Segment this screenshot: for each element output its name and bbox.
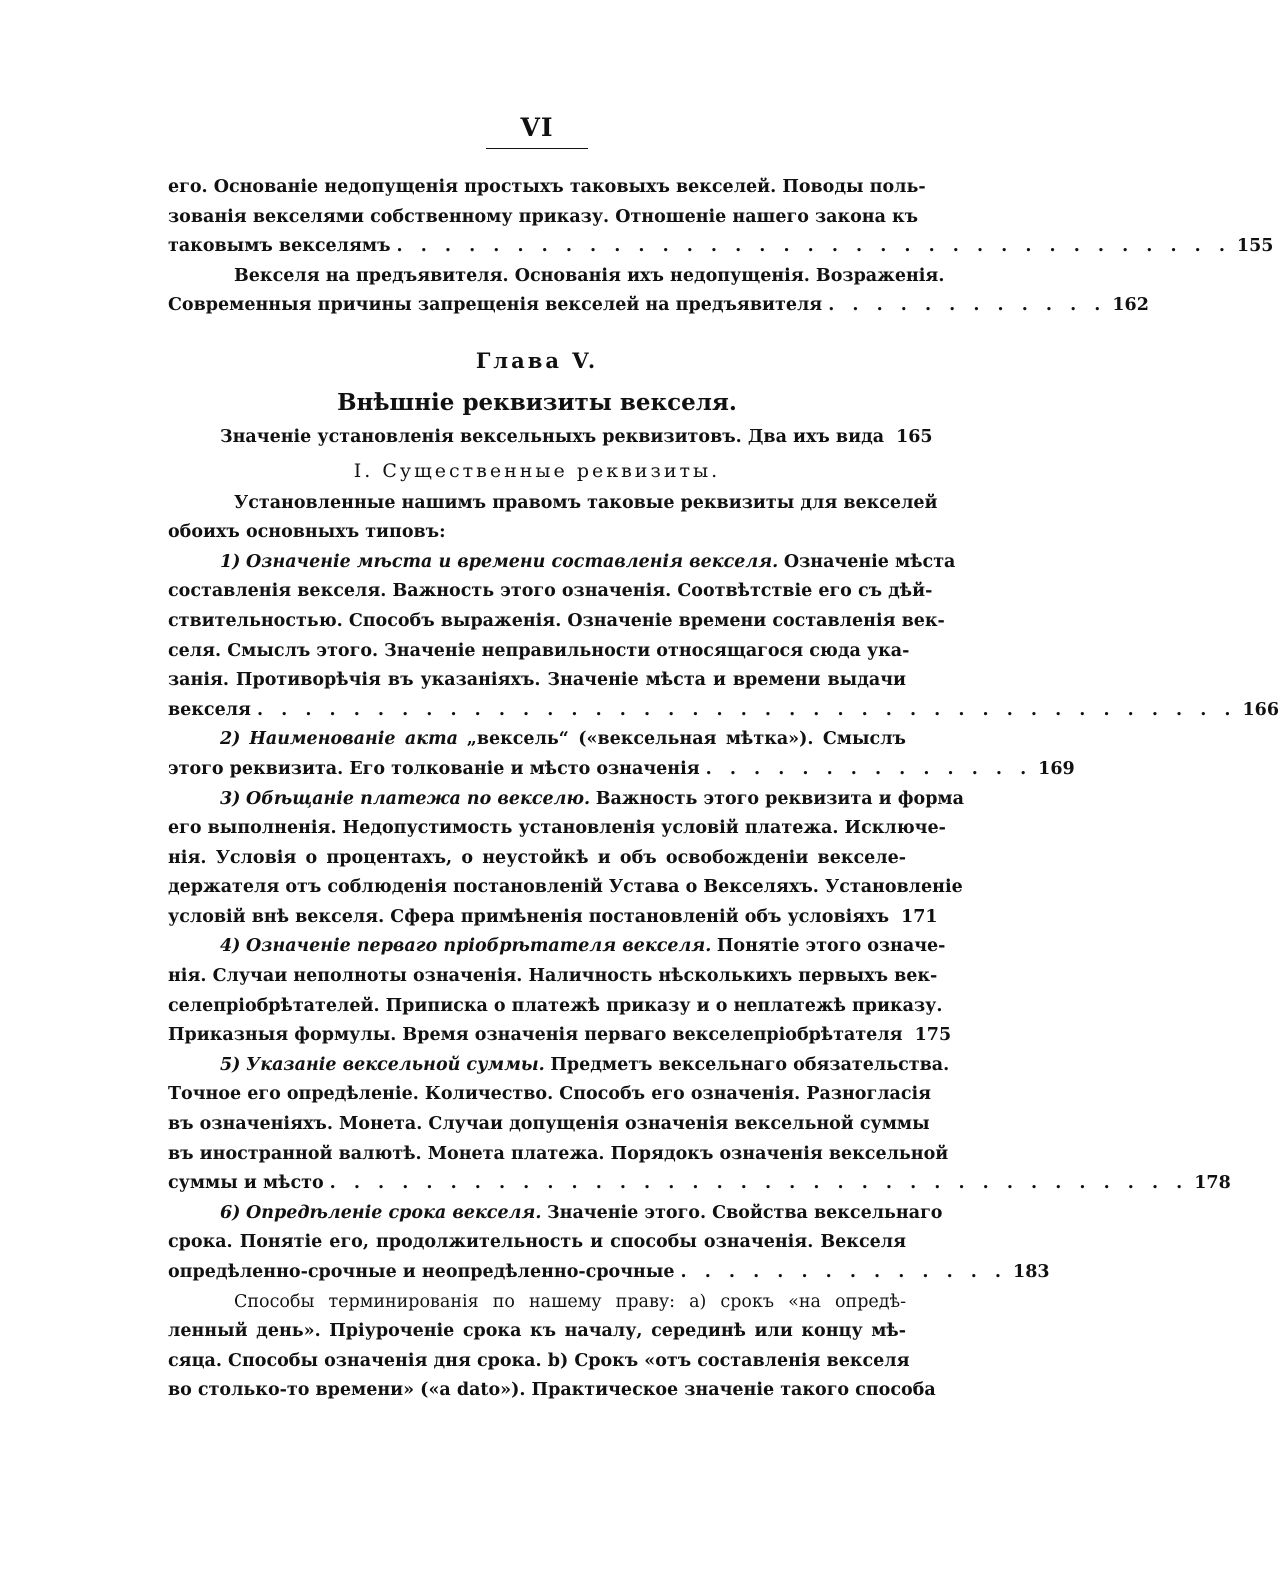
item-3-line: его выполненія. Недопустимость установленія условій платежа. Исключе- — [168, 818, 946, 839]
item-6-first-rest: Значеніе этого. Свойства вексельнаго — [547, 1202, 943, 1223]
item-5-title: Указаніе вексельной суммы. — [246, 1054, 545, 1075]
item-2-number: 2) — [220, 729, 241, 750]
item-1-line: селя. Смыслъ этого. Значеніе неправильности относящагося сюда ука- — [168, 640, 910, 661]
item-1-line: составленія векселя. Важность этого означенія. Соотвѣтствіе его съ дѣй- — [168, 581, 933, 602]
toc-page-number: 171 — [901, 906, 938, 927]
final-paragraph-line: во столько-то времени» («a dato»). Практическое значеніе такого способа — [168, 1380, 936, 1401]
item-1-line: занія. Противорѣчія въ указаніяхъ. Значеніе мѣста и времени выдачи — [168, 670, 906, 691]
section-title: I. Существенные реквизиты. — [353, 459, 721, 482]
toc-entry-bills-own-order — [168, 232, 1274, 262]
item-3-line: держателя отъ соблюденія постановленій Устава о Векселяхъ. Установленіе — [168, 877, 963, 898]
toc-entry-text: векселя — [168, 699, 251, 720]
intro-line-2: зованія векселями собственному приказу. Отношеніе нашего закона къ — [168, 206, 919, 227]
toc-entry-text: суммы и мѣсто — [168, 1173, 324, 1194]
toc-entry-text: этого реквизита. Его толкованіе и мѣсто означенія — [168, 758, 700, 779]
page-number: VI — [520, 113, 554, 142]
table-of-contents — [168, 173, 1279, 1406]
toc-page-number: 175 — [914, 1025, 952, 1046]
toc-page-number: 166 — [1242, 699, 1279, 720]
item-5-first-rest: Предметъ вексельнаго обязательства. — [550, 1054, 950, 1075]
chapter-title: Внѣшніе реквизиты векселя. — [337, 388, 737, 416]
item-4-first-rest: Понятіе этого означе- — [716, 936, 946, 957]
item-1-number: 1) — [220, 551, 241, 572]
toc-entry-item-1 — [168, 696, 1279, 726]
toc-page-number: 165 — [896, 426, 933, 447]
item-1-title: Означеніе мѣста и времени составленія векселя. — [246, 551, 779, 572]
toc-leader-dots: . . . . . . . . . . . . . . . . . . . . . . . . . . . . . . . . . . . . — [329, 1173, 1189, 1194]
toc-leader-dots: . . . . . . . . . . . . . . — [680, 1262, 1008, 1282]
toc-entry-text: условій внѣ векселя. Сфера примѣненія постановленій объ условіяхъ — [168, 906, 890, 927]
toc-entry-text: Значеніе установленія вексельныхъ реквизитовъ. Два ихъ вида — [220, 426, 885, 447]
item-5-line: въ иностранной валютѣ. Монета платежа. Порядокъ означенія вексельной — [168, 1143, 949, 1164]
toc-leader-dots: . . . . . . . . . . . . . . . . . . . . . . . . . . . . . . . . . . . — [396, 236, 1231, 257]
item-4-title: Означеніе перваго пріобрѣтателя векселя. — [246, 936, 712, 957]
item-5-line: въ означеніяхъ. Монета. Случаи допущенія означенія вексельной суммы — [168, 1114, 930, 1135]
toc-entry-text: Приказныя формулы. Время означенія перваго векселепріобрѣтателя — [168, 1025, 903, 1046]
toc-entry-text: таковымъ векселямъ — [168, 236, 391, 257]
item-3-number: 3) — [220, 788, 241, 809]
item-4-first-line — [168, 932, 946, 962]
item-6-title: Опредѣленіе срока векселя. — [246, 1202, 542, 1223]
toc-page-number: 183 — [1013, 1262, 1050, 1282]
final-paragraph-line: сяца. Способы означенія дня срока. b) Срокъ «отъ составленія векселя — [168, 1350, 910, 1371]
section-intro-line-1: Установленные нашимъ правомъ таковые реквизиты для векселей — [234, 492, 938, 513]
item-3-first-rest: Важность этого реквизита и форма — [595, 788, 964, 809]
final-paragraph-line: ленный день». Пріуроченіе срока къ началу, серединѣ или концу мѣ- — [168, 1321, 906, 1342]
toc-leader-dots: . . . . . . . . . . . . — [828, 295, 1107, 316]
toc-entry-text: опредѣленно-срочные и неопредѣленно-срочные — [168, 1262, 675, 1282]
intro-line-1: его. Основаніе недопущенія простыхъ таковыхъ векселей. Поводы поль- — [168, 177, 926, 197]
toc-entry-item-2 — [168, 755, 1075, 785]
toc-leader-dots: . . . . . . . . . . . . . . . . . . . . . . . . . . . . . . . . . . . . . . . . . — [257, 699, 1237, 720]
toc-entry-item-3 — [168, 903, 938, 933]
bearer-line-1: Векселя на предъявителя. Основанія ихъ недопущенія. Возраженія. — [234, 265, 945, 286]
item-1-first-line — [168, 548, 956, 578]
item-5-line: Точное его опредѣленіе. Количество. Способъ его означенія. Разногласія — [168, 1084, 932, 1105]
toc-leader-dots: . . . . . . . . . . . . . . — [705, 758, 1033, 779]
item-3-title: Обѣщаніе платежа по векселю. — [246, 788, 591, 809]
item-4-line: нія. Случаи неполноты означенія. Наличность нѣсколькихъ первыхъ век- — [168, 966, 938, 987]
toc-page-number: 162 — [1112, 295, 1149, 316]
item-4-line: селепріобрѣтателей. Приписка о платежѣ приказу и о неплатежѣ приказу. — [168, 995, 943, 1016]
item-2-first-rest: „вексель“ («вексельная мѣтка»). Смыслъ — [466, 729, 906, 750]
item-5-number: 5) — [220, 1054, 241, 1075]
toc-page-number: 155 — [1236, 236, 1274, 257]
toc-entry-text: Современныя причины запрещенія векселей на предъявителя — [168, 295, 823, 316]
chapter-label: Глава V. — [475, 347, 599, 373]
item-3-line: нія. Условія о процентахъ, о неустойкѣ и объ освобожденіи векселе- — [168, 847, 906, 868]
item-3-first-line — [168, 785, 964, 815]
toc-entry-item-6 — [168, 1258, 1050, 1288]
toc-page-number: 169 — [1038, 758, 1075, 779]
toc-entry-item-4 — [168, 1021, 952, 1051]
item-2-title: Наименованіе акта — [249, 729, 458, 750]
toc-entry-bearer-bills — [168, 291, 1149, 321]
item-1-line: ствительностью. Способъ выраженія. Означеніе времени составленія век- — [168, 610, 945, 631]
item-6-number: 6) — [220, 1202, 241, 1223]
item-1-first-rest: Означеніе мѣста — [783, 551, 956, 572]
toc-entry-requisites-meaning — [168, 423, 933, 453]
final-paragraph-line: Способы терминированія по нашему праву: a) срокъ «на опредѣ- — [234, 1291, 906, 1312]
item-6-first-line — [168, 1199, 943, 1229]
toc-page-number: 178 — [1194, 1173, 1231, 1194]
item-2-first-line — [168, 725, 906, 755]
section-intro-line-2: обоихъ основныхъ типовъ: — [168, 522, 446, 543]
item-4-number: 4) — [220, 936, 241, 957]
item-6-line: срока. Понятіе его, продолжительность и способы означенія. Векселя — [168, 1232, 906, 1253]
page-number-rule — [486, 148, 588, 149]
toc-entry-item-5 — [168, 1169, 1231, 1199]
item-5-first-line — [168, 1051, 950, 1081]
